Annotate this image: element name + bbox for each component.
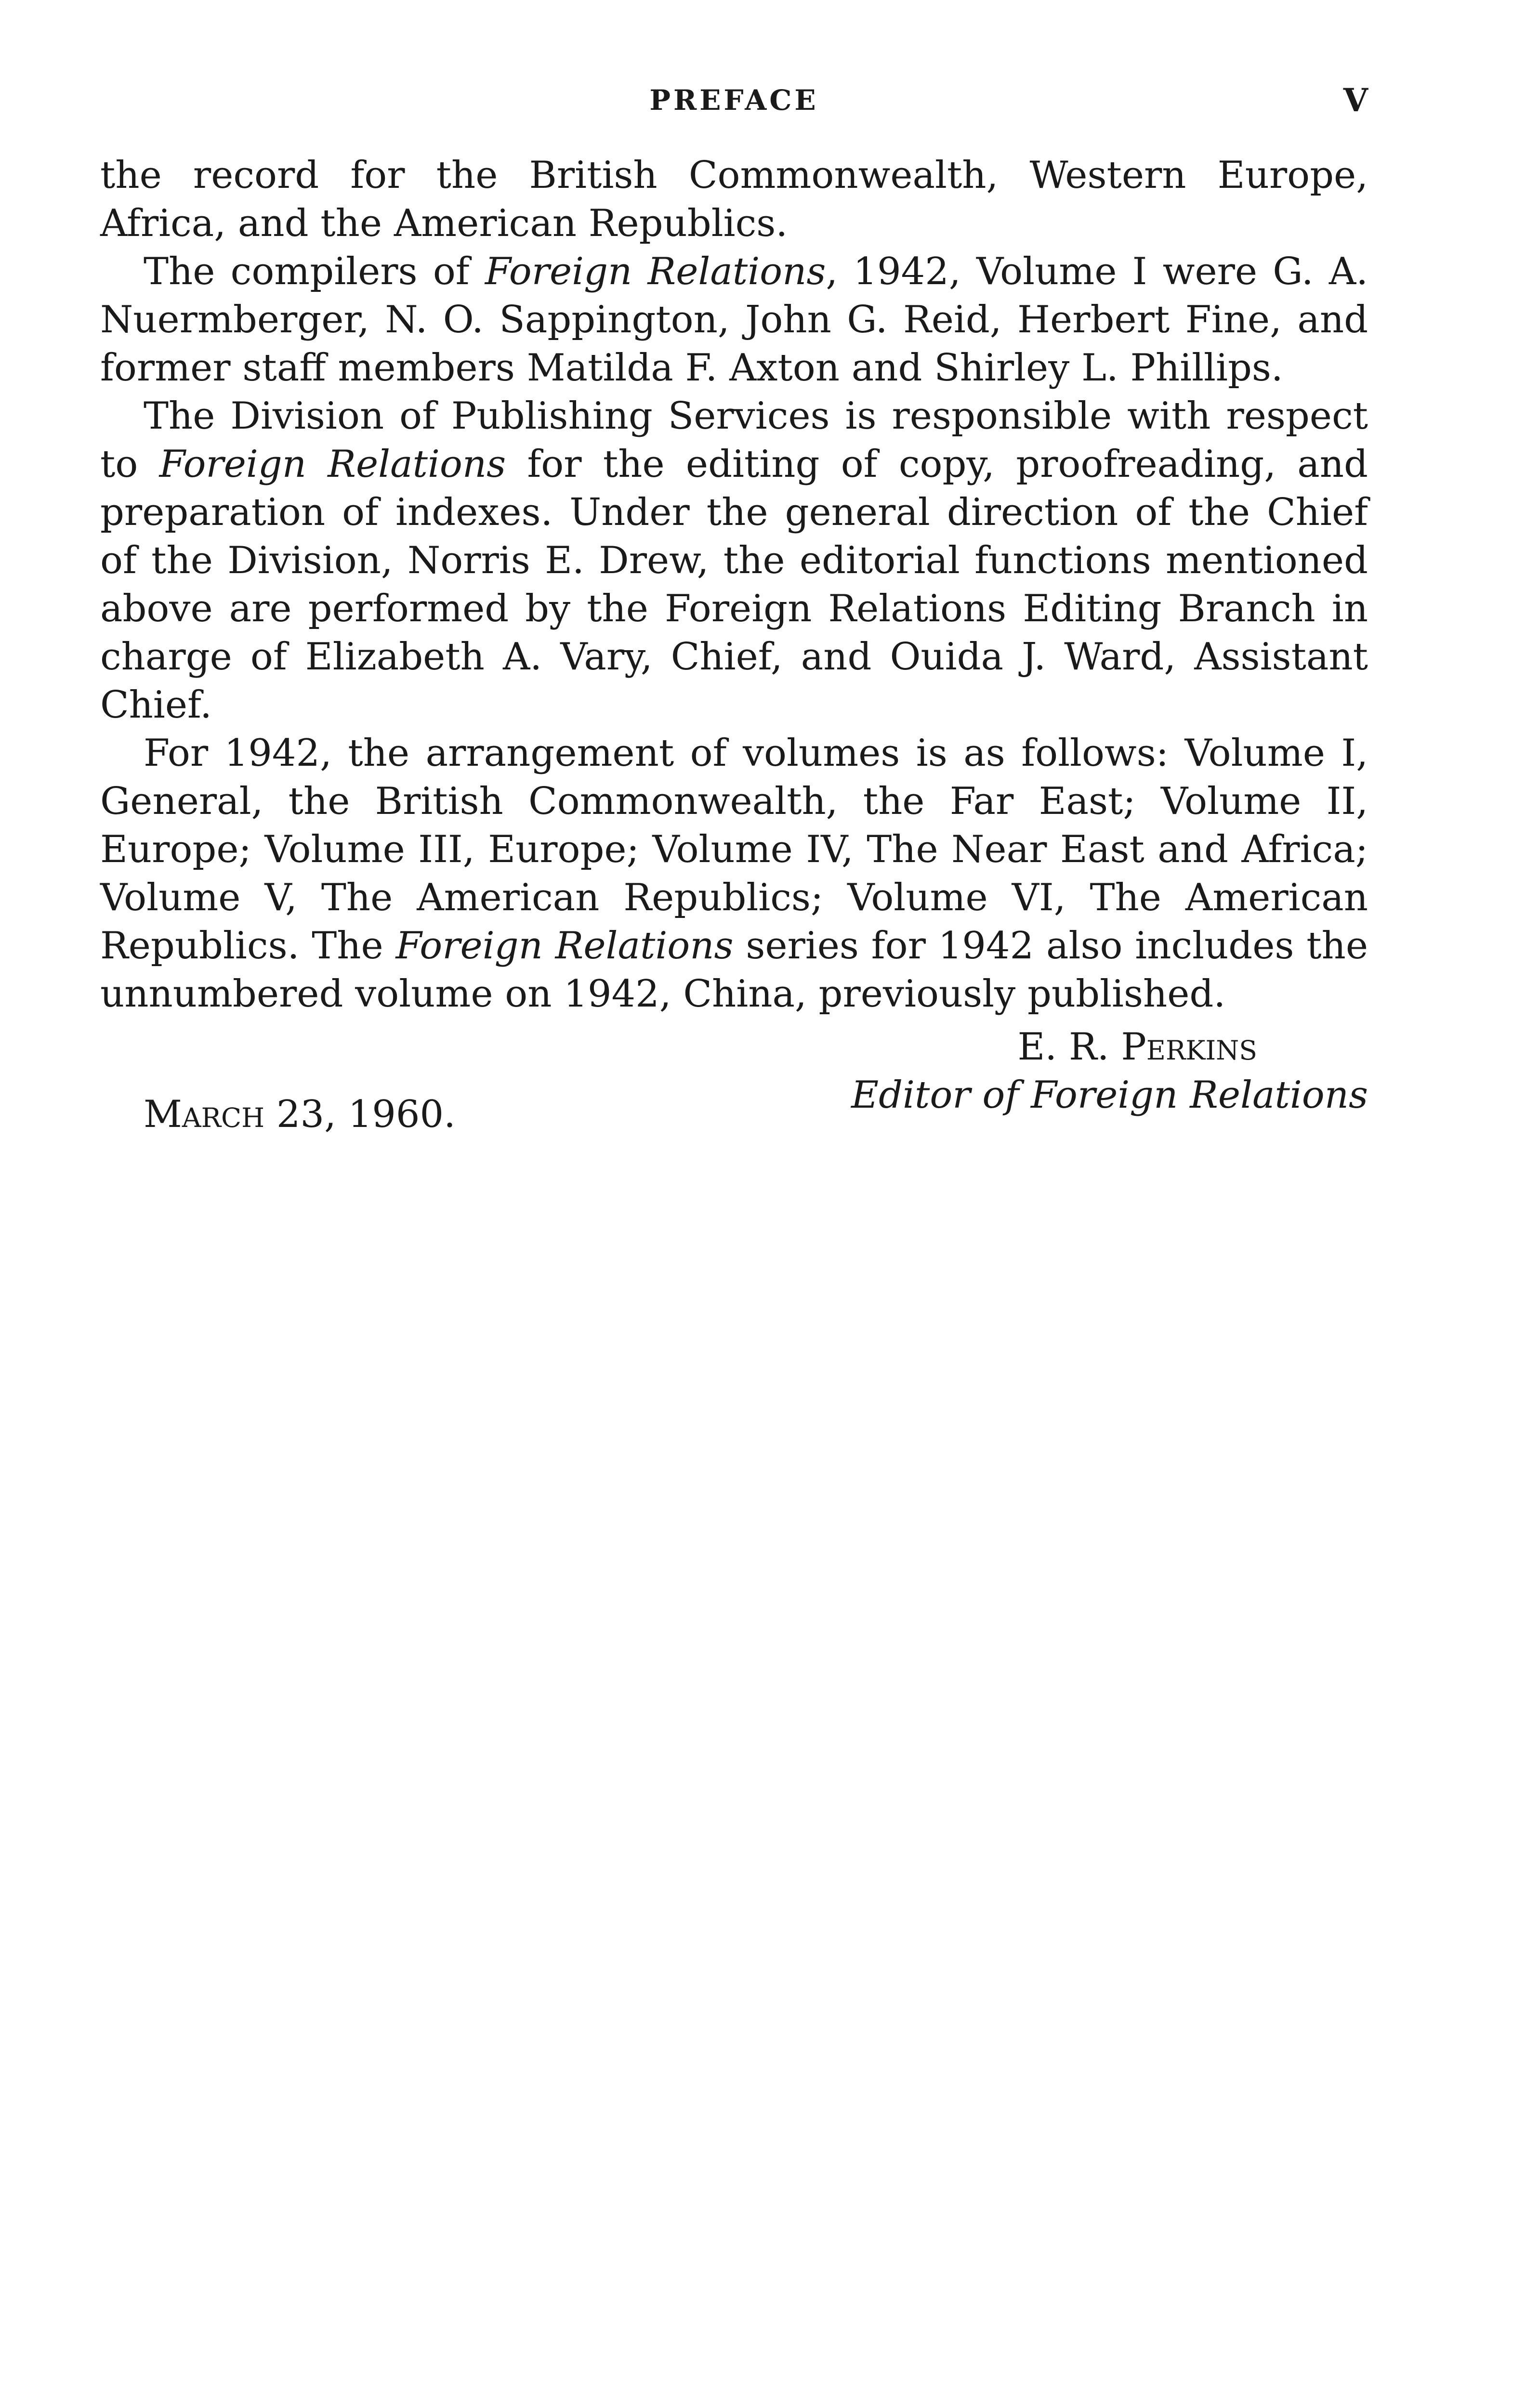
paragraph-1-text: the record for the British Commonwealth, Western Europe, Africa, and the American Republics. bbox=[100, 154, 1368, 245]
paragraph-3-post: for the editing of copy, proofreading, and preparation of indexes. Under the general direction of the Chief of the Division, Norris E. Drew, the editorial functions mentioned above are performed by the Foreign Relations Editing Branch in charge of Elizabeth A. Vary, Chief, and Ouida J. Ward, Assistant Chief. bbox=[100, 443, 1368, 727]
paragraph-3-pre: The Division of Publishing Services is responsible with respect to bbox=[100, 394, 1368, 486]
paragraph-4-post: series for 1942 also includes the unnumbered volume on 1942, China, previously published. bbox=[100, 924, 1368, 1016]
paragraph-3-italic: Foreign Relations bbox=[159, 443, 506, 486]
paragraph-volume-arrangement bbox=[100, 729, 1368, 1018]
paragraph-publishing-division bbox=[100, 392, 1368, 729]
running-head bbox=[100, 81, 1368, 119]
running-title: PREFACE bbox=[649, 84, 819, 117]
paragraph-continuation bbox=[100, 151, 1368, 248]
paragraph-4-italic: Foreign Relations bbox=[395, 924, 734, 968]
page-number: V bbox=[1343, 81, 1368, 119]
signature-title: Editor of Foreign Relations bbox=[851, 1073, 1368, 1117]
preface-date: March 23, 1960. bbox=[144, 1093, 456, 1136]
paragraph-compilers bbox=[100, 248, 1368, 392]
signature-block bbox=[851, 1023, 1368, 1119]
paragraph-2-pre: The compilers of bbox=[144, 250, 485, 293]
paragraph-2-post: , 1942, Volume I were G. A. Nuermberger, N. O. Sappington, John G. Reid, Herbert Fine, and former staff members Matilda F. Axton and Shirley L. Phillips. bbox=[100, 250, 1368, 390]
paragraph-4-pre: For 1942, the arrangement of volumes is as follows: Volume I, General, the British Commonwealth, the Far East; Volume II, Europe; Volume III, Europe; Volume IV, The Near East and Africa; Volume V, The American Republics; Volume VI, The American Republics. The bbox=[100, 732, 1368, 968]
document-page bbox=[100, 0, 1368, 2408]
body-text bbox=[100, 151, 1368, 1018]
signature-name: E. R. Perkins bbox=[1017, 1025, 1257, 1069]
paragraph-2-italic: Foreign Relations bbox=[485, 250, 826, 293]
